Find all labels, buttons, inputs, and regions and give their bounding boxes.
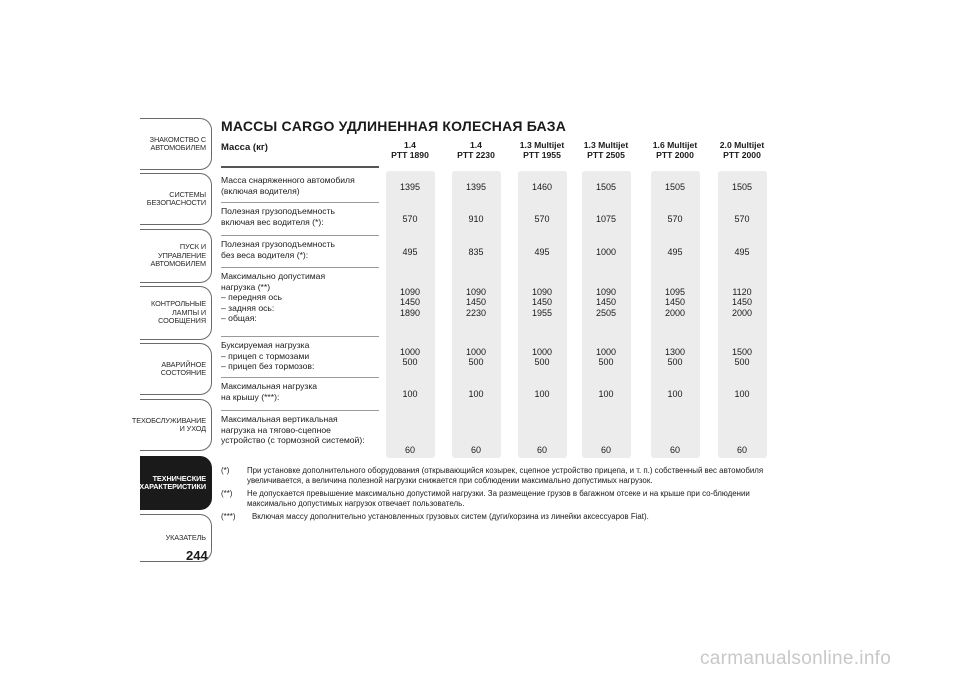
cell-value: 1505 <box>595 182 617 193</box>
table-cell <box>710 445 774 456</box>
column-header-line1: 1.4 <box>470 140 482 150</box>
cell-value: 495 <box>402 246 418 257</box>
table-cell <box>444 214 508 225</box>
cell-value: 1505 <box>731 182 753 193</box>
page-number: 244 <box>186 548 208 563</box>
cell-value: 570 <box>402 214 418 225</box>
cell-value: 1500 <box>731 346 753 357</box>
cell-value: 60 <box>736 445 747 456</box>
table-cell <box>643 182 707 193</box>
row-separator <box>221 267 379 268</box>
column-header <box>710 140 774 160</box>
cell-value: 100 <box>534 389 550 400</box>
chapter-tab-1[interactable] <box>140 173 212 225</box>
footnote-text: Не допускается превышение максимально допустимой нагрузки. За размещение грузов в багажном отсеке и на крыше при со-блюдении максимально допустимых нагрузок отвечает пользователь. <box>247 489 750 508</box>
table-cell <box>378 214 442 225</box>
footnote <box>221 489 791 509</box>
table-cell <box>510 247 574 258</box>
row-label-line: нагрузка на тягово-сцепное <box>221 424 331 435</box>
table-cell <box>510 445 574 456</box>
mass-header: Масса (кг) <box>221 142 268 153</box>
table-cell <box>444 182 508 193</box>
cell-value: 1505 <box>664 182 686 193</box>
chapter-tab-label: СИСТЕМЫ БЕЗОПАСНОСТИ <box>146 189 206 207</box>
chapter-tab-4[interactable] <box>140 343 212 395</box>
column-header-line1: 2.0 Multijet <box>719 140 765 150</box>
cell-value: 495 <box>534 246 550 257</box>
cell-value: 100 <box>468 389 484 400</box>
row-separator <box>221 377 379 378</box>
column-header <box>574 140 638 160</box>
footnote <box>221 512 791 522</box>
chapter-tab-label: УКАЗАТЕЛЬ <box>165 532 206 542</box>
cell-value: 1000 <box>595 346 617 357</box>
row-separator <box>221 336 379 337</box>
cell-value: 2505 <box>595 307 617 318</box>
column-header <box>510 140 574 160</box>
cell-value: 1450 <box>731 297 753 308</box>
row-label-line: Полезная грузоподъемность <box>221 206 335 216</box>
cell-value: 100 <box>667 389 683 400</box>
cell-value: 1120 <box>732 286 752 297</box>
chapter-tab-5[interactable] <box>131 399 212 451</box>
cell-value: 1075 <box>595 214 617 225</box>
table-cell <box>378 445 442 456</box>
column-header-line2: PTT 2230 <box>457 150 495 160</box>
column-header-line1: 1.4 <box>404 140 416 150</box>
row-label-line: – прицеп с тормозами <box>221 350 310 361</box>
column-header <box>444 140 508 160</box>
footnote-text: При установке дополнительного оборудования (открывающийся козырек, сцепное устройство прицепа, и т. п.) собственный вес автомобиля увеличивается, а величина полезной нагрузки снижается при соблюдении максимально допустимых нагрузок. <box>247 466 764 485</box>
footnotes <box>221 466 791 525</box>
table-cell <box>643 214 707 225</box>
row-label <box>221 414 381 446</box>
row-label-line: – передняя ось <box>221 292 282 303</box>
cell-value: 1000 <box>465 346 487 357</box>
cell-value: 1450 <box>531 297 553 308</box>
column-header-line1: 1.6 Multijet <box>652 140 698 150</box>
row-label <box>221 239 381 260</box>
cell-value: 1395 <box>399 182 421 193</box>
table-cell <box>378 182 442 193</box>
cell-value: 60 <box>470 445 481 456</box>
cell-value: 2230 <box>465 307 487 318</box>
row-label-line: устройство (с тормозной системой): <box>221 435 365 446</box>
cell-value: 1000 <box>595 246 617 257</box>
cell-value: 1090 <box>399 286 421 297</box>
cell-value: 570 <box>734 214 750 225</box>
cell-value: 500 <box>402 357 418 368</box>
row-label <box>221 206 381 227</box>
cell-value: 1090 <box>595 286 617 297</box>
footnote-text: Включая массу дополнительно установленных грузовых систем (дуги/корзина из линейки аксессуаров Fiat). <box>252 512 649 521</box>
table-cell <box>574 287 638 319</box>
row-label <box>221 381 381 402</box>
row-separator <box>221 235 379 236</box>
table-cell <box>444 347 508 368</box>
table-cell <box>710 182 774 193</box>
cell-value: 1450 <box>595 297 617 308</box>
cell-value: 835 <box>468 246 484 257</box>
table-cell <box>574 347 638 368</box>
cell-value: 570 <box>534 214 550 225</box>
cell-value: 60 <box>404 445 415 456</box>
chapter-tab-label: ТЕХНИЧЕСКИЕ ХАРАКТЕРИСТИКИ <box>139 473 206 491</box>
row-separator <box>221 202 379 203</box>
chapter-tab-label: ПУСК И УПРАВЛЕНИЕ АВТОМОБИЛЕМ <box>150 242 206 269</box>
row-label-line: (включая водителя) <box>221 185 300 196</box>
cell-value: 495 <box>734 246 750 257</box>
footnote <box>221 466 791 486</box>
row-label-line: Максимально допустимая <box>221 271 326 281</box>
cell-value: 1095 <box>664 286 686 297</box>
row-label-line: – общая: <box>221 313 257 324</box>
cell-value: 1890 <box>399 307 421 318</box>
cell-value: 500 <box>734 357 750 368</box>
chapter-tab-3[interactable] <box>140 286 212 340</box>
cell-value: 570 <box>667 214 683 225</box>
table-cell <box>643 389 707 400</box>
cell-value: 1000 <box>531 346 553 357</box>
table-cell <box>574 389 638 400</box>
chapter-tab-2[interactable] <box>140 229 212 283</box>
table-cell <box>378 347 442 368</box>
row-label-line: – прицеп без тормозов: <box>221 361 315 372</box>
row-label-line: Масса снаряженного автомобиля <box>221 175 355 185</box>
table-cell <box>378 389 442 400</box>
table-cell <box>574 182 638 193</box>
page-title: МАССЫ CARGO УДЛИНЕННАЯ КОЛЕСНАЯ БАЗА <box>221 118 567 134</box>
header-rule <box>221 166 379 168</box>
chapter-tab-6[interactable] <box>140 456 212 510</box>
table-cell <box>510 182 574 193</box>
cell-value: 1955 <box>531 307 553 318</box>
column-header-line1: 1.3 Multijet <box>583 140 629 150</box>
table-cell <box>710 389 774 400</box>
row-label-line: на крышу (***): <box>221 391 280 402</box>
cell-value: 1460 <box>531 182 553 193</box>
cell-value: 1450 <box>399 297 421 308</box>
table-cell <box>574 214 638 225</box>
chapter-tab-label: ТЕХОБСЛУЖИВАНИЕ И УХОД <box>131 415 206 433</box>
column-header-line2: PTT 2000 <box>656 150 694 160</box>
cell-value: 500 <box>598 357 614 368</box>
table-cell <box>444 389 508 400</box>
cell-value: 100 <box>598 389 614 400</box>
table-cell <box>710 214 774 225</box>
cell-value: 1450 <box>465 297 487 308</box>
cell-value: 1090 <box>465 286 487 297</box>
table-cell <box>643 347 707 368</box>
table-cell <box>710 247 774 258</box>
table-cell <box>574 247 638 258</box>
table-cell <box>444 445 508 456</box>
table-cell <box>574 445 638 456</box>
column-header <box>378 140 442 160</box>
table-cell <box>510 214 574 225</box>
cell-value: 1395 <box>465 182 487 193</box>
row-label-line: – задняя ось: <box>221 302 275 313</box>
chapter-tab-label: КОНТРОЛЬНЫЕ ЛАМПЫ И СООБЩЕНИЯ <box>151 299 206 326</box>
row-label-line: Полезная грузоподъемность <box>221 239 335 249</box>
cell-value: 100 <box>402 389 418 400</box>
row-label <box>221 175 381 196</box>
cell-value: 1300 <box>664 346 686 357</box>
watermark: carmanualsonline.info <box>700 648 892 669</box>
cell-value: 1090 <box>531 286 553 297</box>
row-label-line: Буксируемая нагрузка <box>221 340 310 350</box>
cell-value: 2000 <box>731 307 753 318</box>
chapter-tab-0[interactable] <box>140 118 212 170</box>
cell-value: 1450 <box>664 297 686 308</box>
footnote-mark: (*) <box>221 466 230 475</box>
cell-value: 60 <box>669 445 680 456</box>
column-header-line2: PTT 1955 <box>523 150 561 160</box>
cell-value: 495 <box>667 246 683 257</box>
row-label-line: Максимальная вертикальная <box>221 414 338 424</box>
table-cell <box>510 347 574 368</box>
column-header-line2: PTT 2505 <box>587 150 625 160</box>
row-label-line: включая вес водителя (*): <box>221 216 324 227</box>
table-cell <box>510 287 574 319</box>
table-cell <box>510 389 574 400</box>
row-label-line: нагрузка (**) <box>221 281 271 292</box>
cell-value: 910 <box>468 214 484 225</box>
cell-value: 100 <box>734 389 750 400</box>
table-cell <box>643 247 707 258</box>
chapter-tab-label: АВАРИЙНОЕ СОСТОЯНИЕ <box>160 359 206 377</box>
row-separator <box>221 410 379 411</box>
table-cell <box>444 247 508 258</box>
column-header-line1: 1.3 Multijet <box>519 140 565 150</box>
table-cell <box>710 347 774 368</box>
table-cell <box>378 247 442 258</box>
row-label-line: Максимальная нагрузка <box>221 381 318 391</box>
table-cell <box>444 287 508 319</box>
cell-value: 60 <box>536 445 547 456</box>
column-header <box>643 140 707 160</box>
cell-value: 500 <box>468 357 484 368</box>
row-label <box>221 271 381 324</box>
cell-value: 1000 <box>399 346 421 357</box>
chapter-tab-label: ЗНАКОМСТВО С АВТОМОБИЛЕМ <box>149 134 206 152</box>
cell-value: 2000 <box>664 307 686 318</box>
footnote-mark: (**) <box>221 489 233 498</box>
table-cell <box>378 287 442 319</box>
table-cell <box>643 445 707 456</box>
cell-value: 500 <box>667 357 683 368</box>
cell-value: 60 <box>600 445 611 456</box>
row-label-line: без веса водителя (*): <box>221 249 309 260</box>
column-header-line2: PTT 2000 <box>723 150 761 160</box>
table-cell <box>643 287 707 319</box>
footnote-mark: (***) <box>221 512 236 521</box>
table-cell <box>710 287 774 319</box>
cell-value: 500 <box>534 357 550 368</box>
column-header-line2: PTT 1890 <box>391 150 429 160</box>
row-label <box>221 340 381 372</box>
